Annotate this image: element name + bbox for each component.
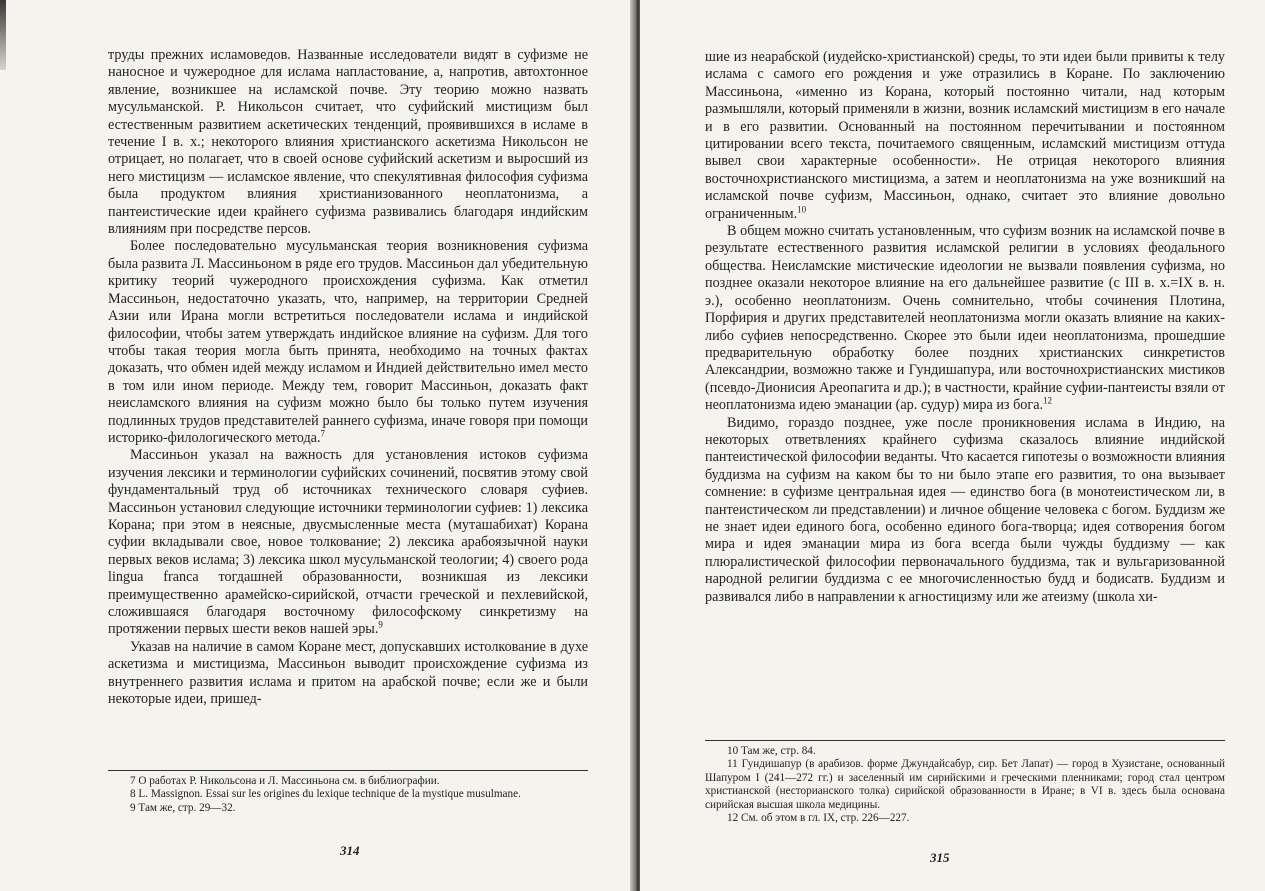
right-page-body [705,49,1225,606]
paragraph: Указав на наличие в самом Коране мест, допускавших истолкование в духе аскетизма и мистицизма, Массиньон выводит происхождение суфизма из внутреннего развития ислама и притом на арабской почве; если же и были некоторые идеи, пришед- [108,638,588,708]
paragraph: труды прежних исламоведов. Названные исследователи видят в суфизме не наносное и чужеродное для ислама напластование, а, напротив, автохтонное явление, возникшее на исламской почве. Эту теорию можно назвать мусульманской. Р. Никольсон считает, что суфийский мистицизм был естественным развитием аскетических тенденций, проявившихся в исламе в течение I в. х.; некоторого влияния христианского аскетизма Никольсон не отрицает, но полагает, что в своей основе суфийский аскетизм и выросший из него мистицизм — исламское явление, что спекулятивная философия суфизма была продуктом влияния христианизованного неоплатонизма, а пантеистические идеи крайнего суфизма развивались благодаря индийским влияниям при посредстве персов. [108,47,588,238]
footnote: 10 Там же, стр. 84. [727,745,816,757]
footnote: 8 L. Massignon. Essai sur les origines du lexique technique de la mystique musulmane. [130,788,521,801]
footnote: 12 См. об этом в гл. IX, стр. 226—227. [727,812,910,825]
paragraph-text: В общем можно считать установленным, что суфизм возник на исламской почве в результате естественного развития исламской религии в условиях феодального общества. Неисламские мистические идеологии не вызвали появления суфизма, но позднее оказали некоторое влияние на его дальнейшее развитие (с III в. х.=IX в. н. э.), особенно неоплатонизм. Очень сомнительно, чтобы сочинения Плотина, Порфирия и других представителей неоплатонизма могли оказать влияние на каких-либо суфиев непосредственно. Скорее это были идеи неоплатонизма, прошедшие предварительную обработку более поздних христианских синкретистов Александрии, возможно также и Гундишапура, или восточнохристианских мистиков (псевдо-Дионисия Ареопагита и др.); в частности, крайние суфии-пантеисты взяли от неоплатонизма идею эманации (ар. судур) мира из бога. [705,223,1225,414]
footnote: 9 Там же, стр. 29—32. [130,801,236,814]
paragraph [705,223,1225,414]
page-number: 314 [340,843,360,858]
page-edge-shadow [0,0,6,70]
paragraph-text: Массиньон указал на важность для установления истоков суфизма изучения лексики и терминологии суфийских сочинений, посвятив этому свой фундаментальный труд об источниках технического словаря суфиев. Массиньон установил следующие источники терминологии суфиев: 1) лексика Корана; при этом в неясные, двусмысленные места (муташабихат) Корана суфии вкладывали свое, новое толкование; 2) лексика арабоязычной науки первых веков ислама; 3) лексика школ мусульманской теологии; 4) своего рода lingua franca тогдашней образованности, возникшая из лексики преимущественно арамейско-сирийской, отчасти греческой и пехлевийской, сложившаяся благодаря восточному философскому синкретизму на протяжении первых шести веков нашей эры. [108,447,588,638]
footnote-ref: 10 [797,203,807,214]
paragraph [108,238,588,447]
footnote-ref: 9 [378,619,383,630]
footnote-ref: 12 [1043,395,1053,406]
page-number: 315 [930,850,950,865]
paragraph: Видимо, гораздо позднее, уже после проникновения ислама в Индию, на некоторых ответвлениях крайнего суфизма сказалось влияние индийской пантеистической философии веданты. Что касается гипотезы о возможности влияния буддизма на суфизм на каком бы то ни было этапе его развития, то она вызывает сомнение: в суфизме центральная идея — единство бога (в монотеистическом ли, в пантеистическом ли представлении) и личное общение человека с богом. Буддизм же не знает идеи единого бога, особенно единого бога-творца; идея сотворения богом мира и идея эманации мира из бога всегда были чужды буддизму — как плюралистической философии первоначального буддизма, так и вульгаризованной народной религии буддизма с ее многочисленностью будд и бодисатв. Буддизм и развивался либо в направлении к агностицизму или же атеизму (школа хи- [705,414,1225,605]
paragraph-text: шие из неарабской (иудейско-христианской) среды, то эти идеи были привиты к телу ислама с самого его рождения и уже отразились в Коране. По заключению Массиньона, «именно из Корана, который постоянно читали, над которым размышляли, который применяли в жизни, возник исламский мистицизм в его начале и в его развитии. Основанный на постоянном перечитывании и постоянном цитировании всего текста, почитаемого священным, исламский мистицизм оттуда вывел свои характерные особенности». Не отрицая некоторого влияния восточнохристианского мистицизма, а затем и неоплатонизма на уже возникший на исламской почве суфизм, Массиньон, однако, считает это влияние довольно ограниченным. [705,49,1225,222]
footnote: 7 О работах Р. Никольсона и Л. Массиньона см. в библиографии. [130,775,440,787]
paragraph [705,49,1225,223]
footnote-ref: 7 [320,428,326,439]
footnote: 11 Гундишапур (в арабизов. форме Джундайсабур, сир. Бет Лапат) — город в Хузистане, основанный Шапуром I (241—272 гг.) и заселенный им сирийскими и греческими пленниками; город стал центром христианской (несторианского толка) сирийской образованности в Иране; в VI в. здесь была основана сирийская высшая школа медицины. [705,758,1225,811]
left-footnotes [108,770,588,815]
right-page [640,0,1265,891]
paragraph [108,447,588,638]
right-footnotes [705,740,1225,825]
paragraph-text: Более последовательно мусульманская теория возникновения суфизма была развита Л. Массиньоном в ряде его трудов. Массиньон дал убедительную критику теорий чужеродного происхождения суфизма. Как отметил Массиньон, недостаточно указать, что, например, на территории Средней Азии или Ирана могли встретиться последователи ислама и индийской философии, чтобы затем утверждать индийское влияние на суфизм. Для того чтобы такая теория могла быть принята, необходимо на точных фактах доказать, что обмен идей между исламом и Индией действительно имел место в том или ином периоде. Между тем, говорит Массиньон, доказать факт неисламского влияния на суфизм можно было бы только путем изучения подлинных трудов представителей раннего суфизма, иначе говоря при помощи историко-филологического метода. [108,238,588,446]
left-page-body [108,47,588,708]
